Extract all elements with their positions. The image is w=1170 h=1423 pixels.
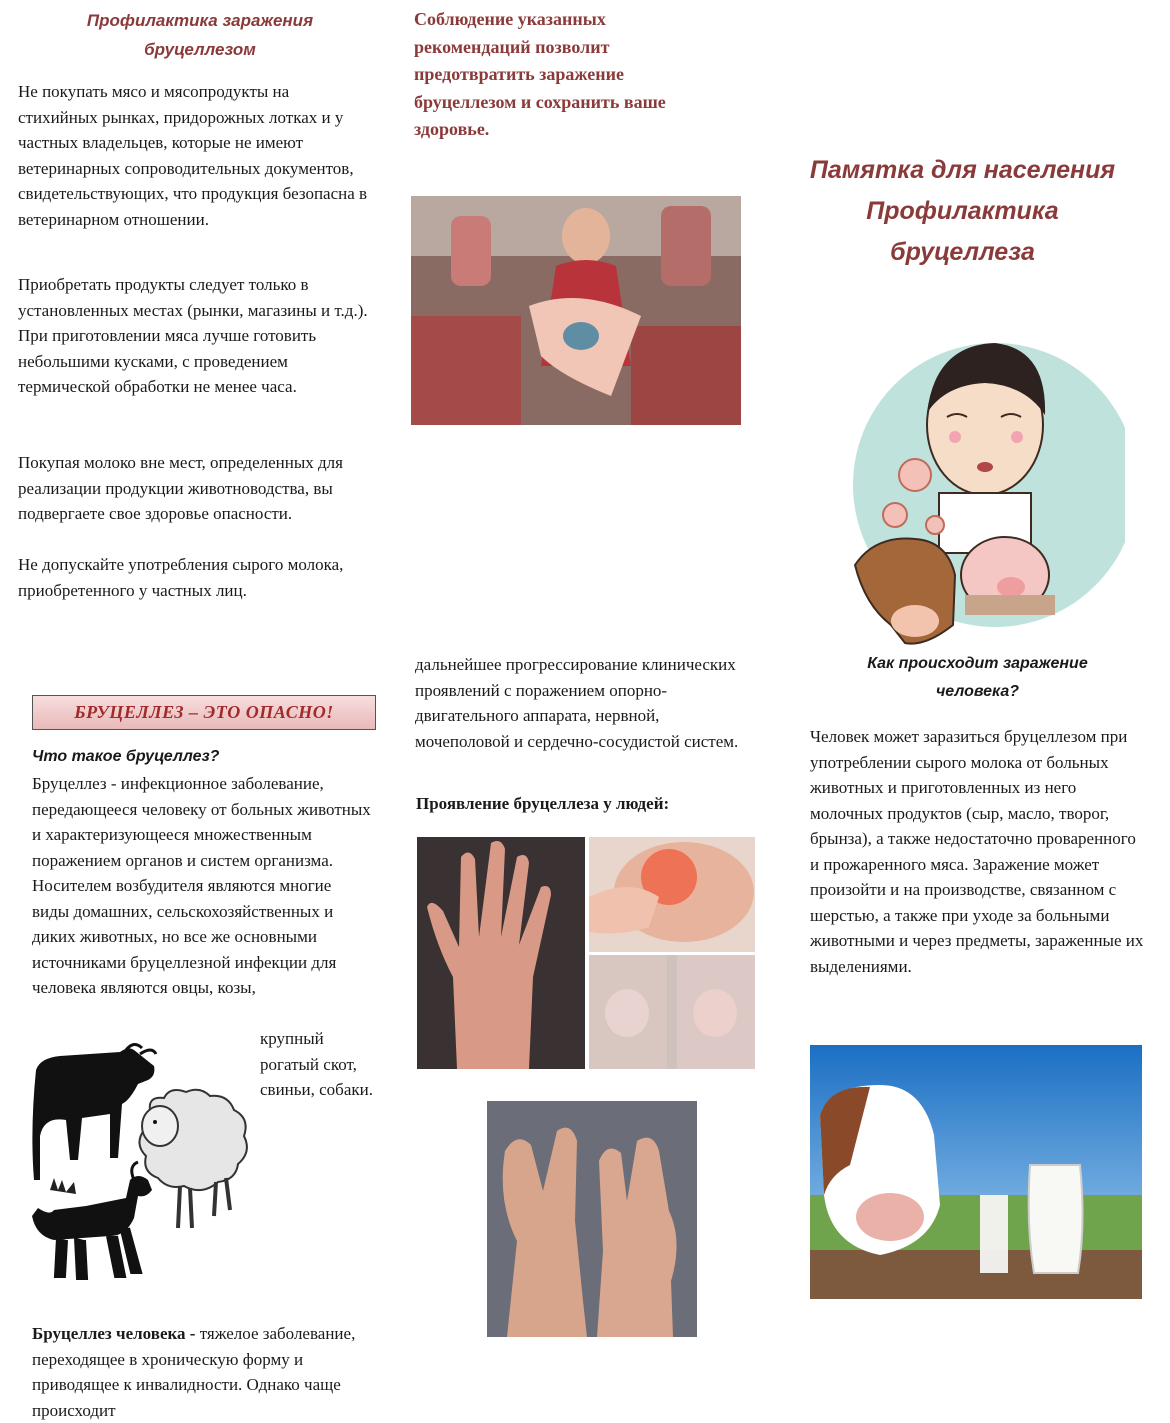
danger-banner-text: БРУЦЕЛЛЕЗ – ЭТО ОПАСНО!: [74, 702, 334, 722]
human-brucellosis-bold: Бруцеллез человека -: [32, 1324, 196, 1343]
leaflet-title: Памятка для населения Профилактика бруцеллеза: [809, 156, 1116, 266]
intro-recommendation: Соблюдение указанных рекомендаций позволит предотвратить заражение бруцеллезом и сохранить ваше здоровье.: [414, 9, 666, 139]
cow-milk-photo: [810, 1045, 1142, 1299]
danger-banner: [32, 695, 376, 730]
cow-cartoon-icon: [855, 539, 955, 644]
deformed-hands-photo: [487, 1101, 697, 1337]
prevention-paragraph-2: Приобретать продукты следует только в установленных местах (рынки, магазины и т.д.). При приготовлении мяса лучше готовить небольшими кусками, с проведением термической обработки не менее часа.: [18, 275, 368, 396]
how-infection-heading: Как происходит заражение человека?: [867, 655, 1088, 700]
manifestations-heading: Проявление бруцеллеза у людей:: [416, 794, 670, 813]
prevention-paragraph-4: Не допускайте употребления сырого молока, приобретенного у частных лиц.: [18, 555, 344, 600]
sick-man-with-animals-illustration: [835, 325, 1125, 650]
animals-list-tail: крупный рогатый скот, свиньи, собаки.: [260, 1029, 373, 1099]
how-infection-text: Человек может заразиться бруцеллезом при употреблении сырого молока от больных животных и приготовленных из него молочных продуктов (сыр, масло, творог, брынза), а также недостаточно проваренного и прожаренного мяса. Заражение может произойти и на производстве, связанном с шерстью, а также при уходе за больными животными и через предметы, зараженные их выделениями.: [810, 727, 1144, 976]
swollen-knees-photo: [589, 955, 755, 1069]
animals-silhouettes-illustration: [30, 1040, 255, 1285]
sheep-icon: [139, 1090, 246, 1228]
prevention-paragraph-1: Не покупать мясо и мясопродукты на стихийных рынках, придорожных лотках и у частных владельцев, которые не имеют ветеринарных сопроводительных документов, свидетельствующих, что продукция безопасна в ветеринарном отношении.: [18, 82, 368, 229]
inflamed-knee-photo: [589, 837, 755, 952]
prevention-paragraph-3: Покупая молоко вне мест, определенных для реализации продукции животноводства, вы подвергаете свое здоровье опасности.: [18, 453, 343, 523]
red-hand-photo: [417, 837, 585, 1069]
human-brucellosis-rest: тяжелое заболевание, переходящее в хроническую форму и приводящее к инвалидности. Однако чаще происходит: [32, 1324, 356, 1420]
what-is-brucellosis-text: Бруцеллез - инфекционное заболевание, передающееся человеку от больных животных и характеризующееся множественным поражением органов и систем организма. Носителем возбудителя являются многие виды домашних, сельскохозяйственных и диких животных, но все же основными источниками бруцеллезной инфекции для человека являются овцы, козы,: [32, 774, 371, 997]
human-brucellosis-text: [32, 1321, 372, 1423]
what-is-brucellosis-heading: Что такое бруцеллез?: [32, 748, 220, 765]
goat-silhouette-icon: [32, 1162, 152, 1278]
cow-silhouette-icon: [32, 1044, 156, 1180]
clinical-continuation-text: дальнейшее прогрессирование клинических проявлений с поражением опорно-двигательного аппарата, нервной, мочеполовой и сердечно-сосудистой систем.: [415, 655, 739, 751]
meat-market-photo: [411, 196, 741, 425]
section-heading-prevention: Профилактика заражения бруцеллезом: [86, 11, 314, 59]
